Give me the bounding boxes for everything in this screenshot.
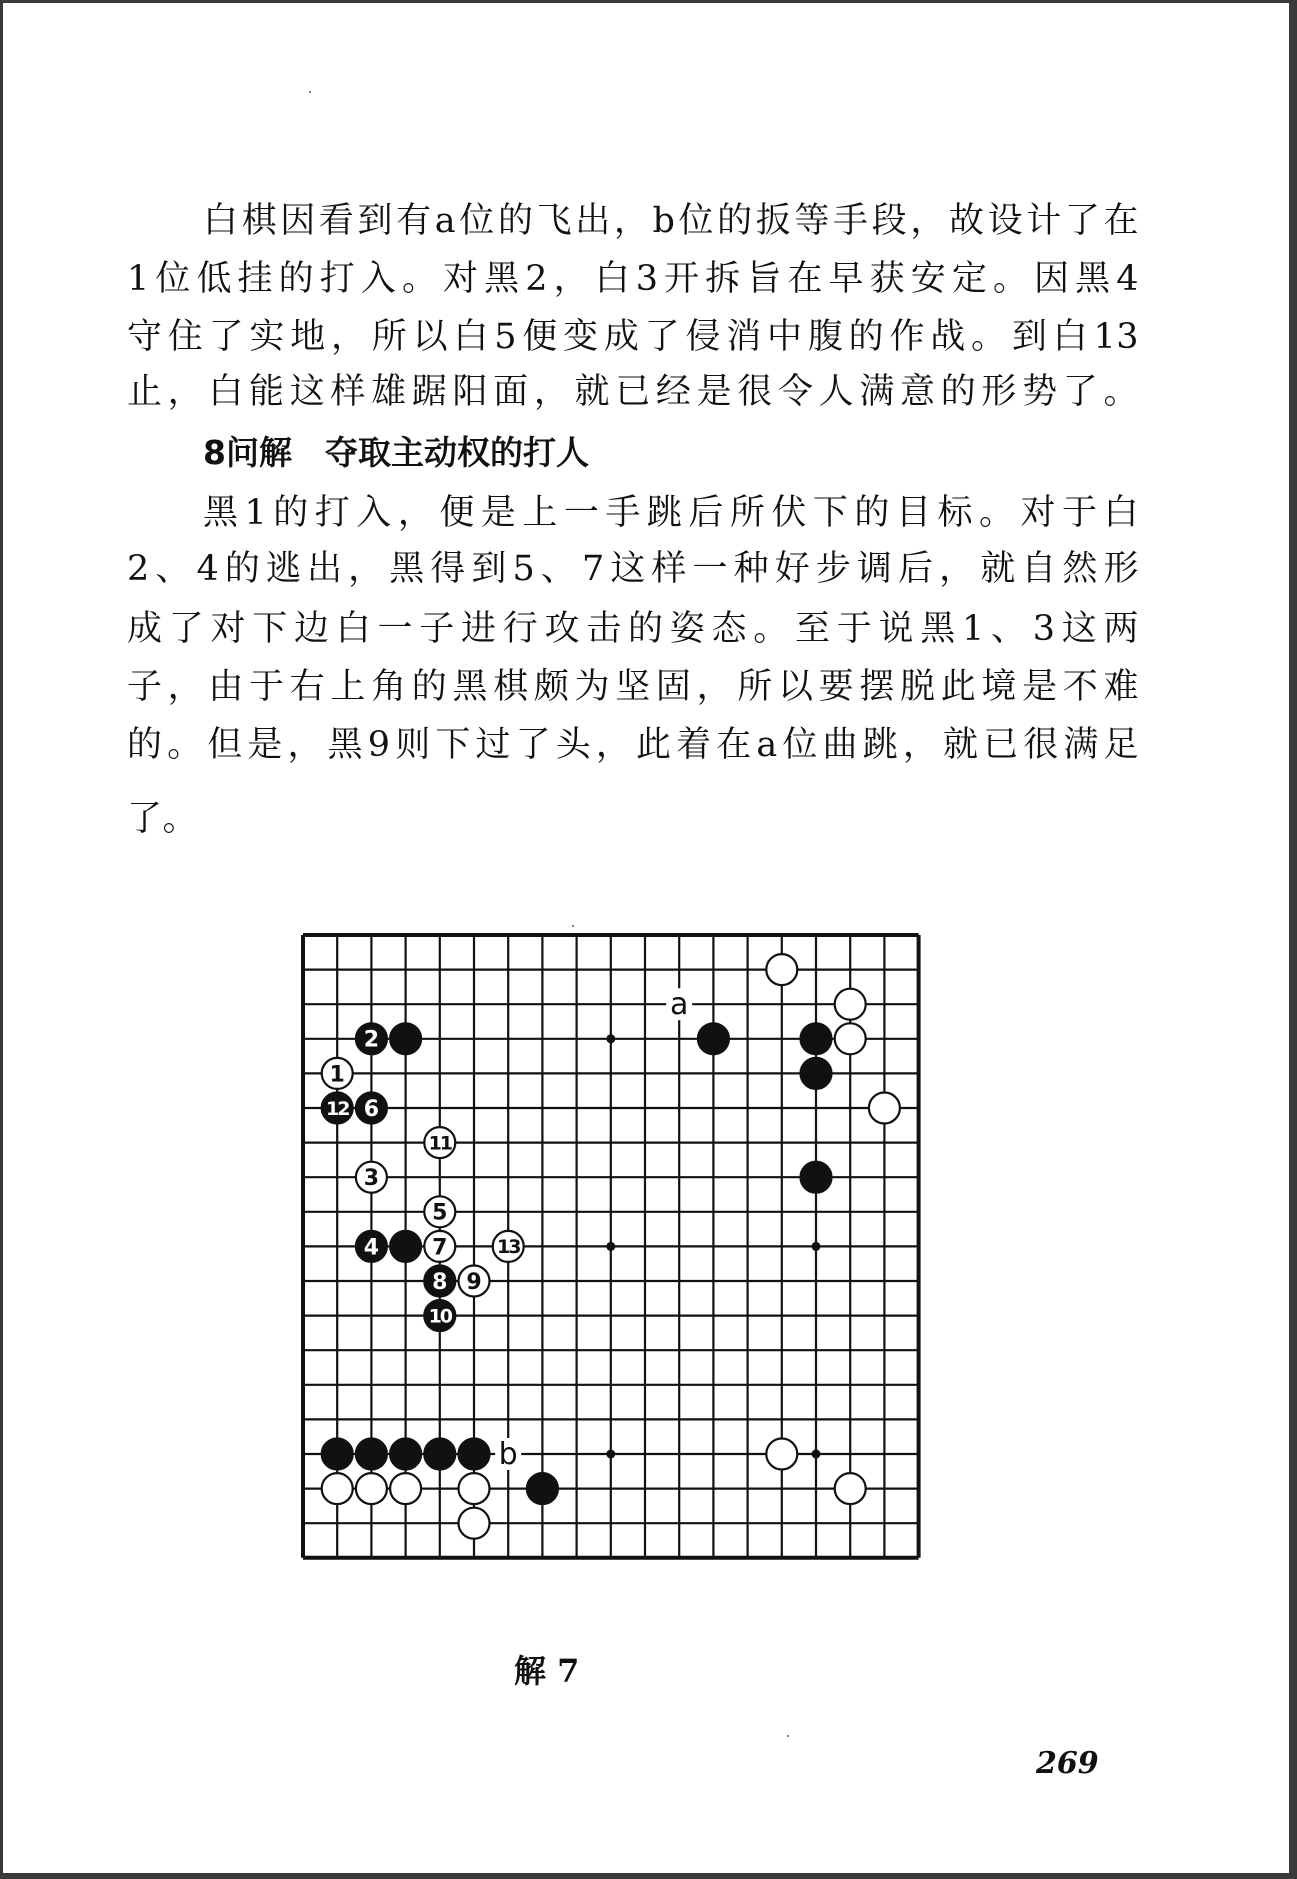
heading-number: 8问解 — [203, 433, 292, 472]
position-marker-a — [666, 987, 692, 1022]
black-stone — [356, 1439, 387, 1470]
black-stone-10 — [424, 1300, 455, 1331]
paragraph-1-line: 白棋因看到有a位的飞出，b位的扳等手段，故设计了在 — [203, 201, 1139, 241]
black-stone — [801, 1162, 832, 1193]
black-stone — [698, 1023, 729, 1054]
white-stone — [835, 1473, 866, 1504]
white-stone — [459, 1473, 490, 1504]
scan-speck — [787, 1735, 789, 1737]
white-stone — [459, 1508, 490, 1539]
white-stone-7 — [424, 1231, 455, 1262]
paragraph-1-line: 1位低挂的打入。对黑2，白3开拆旨在早获安定。因黑4 — [127, 259, 1139, 299]
paragraph-2-line: 子，由于右上角的黑棋颇为坚固，所以要摆脱此境是不难 — [127, 667, 1139, 707]
black-stone — [390, 1231, 421, 1262]
paragraph-2-line: 成了对下边白一子进行攻击的姿态。至于说黑1、3这两 — [127, 609, 1139, 649]
paragraph-1-line: 守住了实地，所以白5便变成了侵消中腹的作战。到白13 — [127, 317, 1139, 357]
paragraph-2-line: 黑1的打入，便是上一手跳后所伏下的目标。对于白 — [203, 493, 1139, 533]
heading-title: 夺取主动权的打人 — [324, 433, 589, 472]
star-point — [812, 1450, 821, 1459]
black-stone-6 — [356, 1093, 387, 1124]
black-stone-12 — [322, 1093, 353, 1124]
white-stone — [356, 1473, 387, 1504]
svg-text:b: b — [498, 1437, 518, 1472]
svg-text:13: 13 — [496, 1236, 520, 1259]
black-stone-8 — [424, 1266, 455, 1297]
paragraph-2-line: 的。但是，黑9则下过了头，此着在a位曲跳，就已很满足 — [127, 725, 1139, 765]
black-stone — [390, 1439, 421, 1470]
svg-text:10: 10 — [428, 1305, 452, 1328]
svg-text:11: 11 — [428, 1132, 452, 1155]
white-stone — [766, 954, 797, 985]
white-stone — [835, 1023, 866, 1054]
position-marker-b — [495, 1437, 521, 1472]
white-stone — [766, 1439, 797, 1470]
svg-text:9: 9 — [466, 1269, 482, 1295]
white-stone — [322, 1473, 353, 1504]
white-stone-1 — [322, 1058, 353, 1089]
white-stone-5 — [424, 1196, 455, 1227]
star-point — [812, 1242, 821, 1251]
svg-text:4: 4 — [363, 1235, 380, 1261]
white-stone — [869, 1093, 900, 1124]
book-page — [3, 3, 1289, 1873]
black-stone — [527, 1473, 558, 1504]
svg-text:1: 1 — [329, 1062, 345, 1088]
page-number: 269 — [1036, 1746, 1099, 1781]
svg-text:6: 6 — [363, 1096, 380, 1122]
black-stone — [322, 1439, 353, 1470]
paragraph-2-line: 2、4的逃出，黑得到5、7这样一种好步调后，就自然形 — [127, 549, 1139, 589]
black-stone-4 — [356, 1231, 387, 1262]
svg-text:12: 12 — [325, 1097, 349, 1120]
black-stone — [459, 1439, 490, 1470]
white-stone-3 — [356, 1162, 387, 1193]
black-stone-2 — [356, 1023, 387, 1054]
svg-text:3: 3 — [363, 1166, 380, 1192]
black-stone — [424, 1439, 455, 1470]
paragraph-1-line: 止，白能这样雄踞阳面，就已经是很令人满意的形势了。 — [127, 372, 1139, 412]
white-stone-9 — [459, 1266, 490, 1297]
black-stone — [801, 1058, 832, 1089]
scan-speck — [572, 925, 574, 927]
white-stone — [835, 989, 866, 1020]
diagram-caption: 解 7 — [514, 1652, 580, 1690]
scan-speck — [309, 91, 311, 93]
white-stone — [390, 1473, 421, 1504]
go-board — [3, 3, 1289, 1873]
star-point — [606, 1242, 615, 1251]
star-point — [606, 1450, 615, 1459]
svg-text:2: 2 — [363, 1027, 380, 1053]
svg-text:8: 8 — [432, 1269, 448, 1295]
svg-text:7: 7 — [432, 1235, 448, 1261]
svg-text:a: a — [670, 987, 689, 1023]
star-point — [606, 1034, 615, 1043]
black-stone — [801, 1023, 832, 1054]
paragraph-2-line: 了。 — [127, 799, 199, 839]
white-stone-11 — [424, 1127, 455, 1158]
svg-text:5: 5 — [432, 1200, 448, 1226]
black-stone — [390, 1023, 421, 1054]
white-stone-13 — [493, 1231, 524, 1262]
